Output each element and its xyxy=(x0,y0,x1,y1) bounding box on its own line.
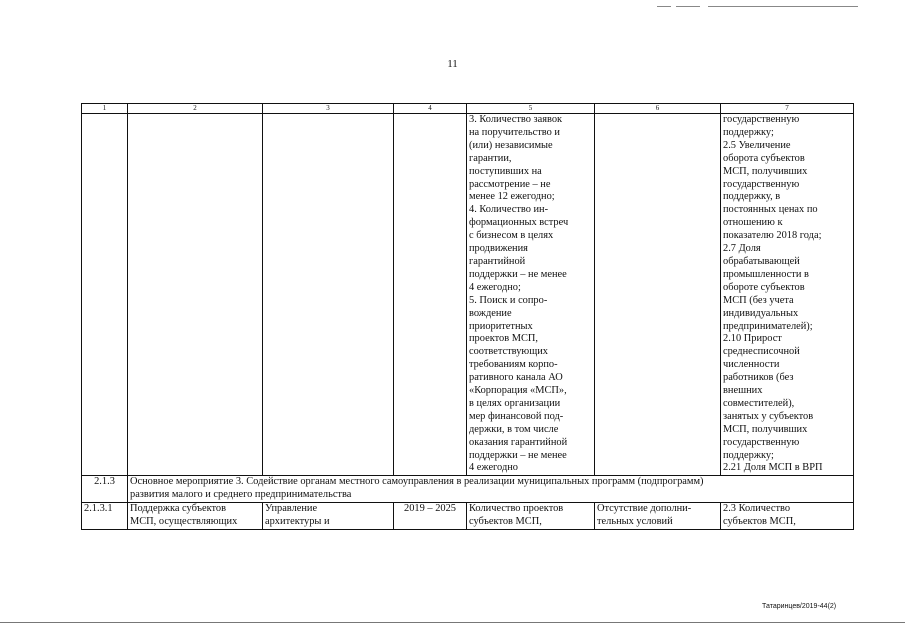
text-line: тельных условий xyxy=(597,516,673,528)
text-line: проектов МСП, xyxy=(469,333,538,345)
scan-top-mark-1 xyxy=(657,6,671,7)
text-line: Управление xyxy=(265,503,318,515)
text-line: держки, в том числе xyxy=(469,423,559,435)
text-line: постоянных ценах по xyxy=(723,204,818,216)
text-line: совместителей), xyxy=(723,397,795,409)
text-line: соответствующих xyxy=(469,346,548,358)
text-line: гарантийной xyxy=(469,255,526,267)
text-line: субъектов МСП, xyxy=(723,516,796,528)
text-line: Поддержка субъектов xyxy=(130,503,227,515)
item-result xyxy=(467,503,595,530)
text-line: 4. Количество ин- xyxy=(469,204,549,216)
text-line: обороте субъектов xyxy=(723,281,805,293)
cell-target-indicators xyxy=(721,114,854,476)
text-line: 4 ежегодно; xyxy=(469,281,521,293)
text-line: показателю 2018 года; xyxy=(723,230,822,242)
text-line: МСП, осуществляющих xyxy=(130,516,238,528)
scan-bottom-line xyxy=(0,622,905,623)
text-line: Количество проектов xyxy=(469,503,564,515)
text-line: 4 ежегодно xyxy=(469,462,518,474)
text-line: численности xyxy=(723,359,780,371)
cell-empty xyxy=(595,114,721,476)
item-conditions xyxy=(595,503,721,530)
document-code: Татаринцев/2019-44(2) xyxy=(762,603,837,610)
text-line: МСП (без учета xyxy=(723,294,794,306)
item-period: 2019 – 2025 xyxy=(394,503,467,530)
item-executor xyxy=(263,503,394,530)
text-line: продвижения xyxy=(469,243,528,255)
text-line: 3. Количество заявок xyxy=(469,114,563,125)
text-line: обрабатывающей xyxy=(723,255,800,267)
text-line: 2.10 Прирост xyxy=(723,333,782,345)
text-line: государственную xyxy=(723,178,800,190)
cell-empty xyxy=(263,114,394,476)
text-line: промышленности в xyxy=(723,268,809,280)
text-line: субъектов МСП, xyxy=(469,516,542,528)
scan-top-mark-2 xyxy=(676,6,700,7)
section-title xyxy=(128,476,854,503)
section-number: 2.1.3 xyxy=(82,476,128,503)
text-line: приоритетных xyxy=(469,320,533,332)
text-line: государственную xyxy=(723,436,800,448)
text-line: ративного канала АО xyxy=(469,372,563,384)
cell-empty xyxy=(82,114,128,476)
text-line: «Корпорация «МСП», xyxy=(469,385,567,397)
cell-empty xyxy=(394,114,467,476)
column-number-row xyxy=(82,104,854,114)
text-line: оказания гарантийной xyxy=(469,436,568,448)
text-line: МСП, получивших xyxy=(723,423,808,435)
text-line: МСП, получивших xyxy=(723,165,808,177)
cell-empty xyxy=(128,114,263,476)
text-line: поступивших на xyxy=(469,165,542,177)
item-measure-name xyxy=(128,503,263,530)
item-number: 2.1.3.1 xyxy=(82,503,128,530)
text-line: работников (без xyxy=(723,372,794,384)
text-line: развития малого и среднего предпринимательства xyxy=(130,489,352,501)
text-line: архитектуры и xyxy=(265,516,330,528)
text-line: Основное мероприятие 3. Содействие органам местного самоуправления в реализации муниципальных программ (подпрограмм) xyxy=(130,476,704,488)
text-line: рассмотрение – не xyxy=(469,178,551,190)
text-line: поддержку; xyxy=(723,126,774,138)
text-line: занятых у субъектов xyxy=(723,410,814,422)
text-line: в целях организации xyxy=(469,397,561,409)
column-number: 6 xyxy=(595,104,721,114)
text-line: отношению к xyxy=(723,217,783,229)
text-line: государственную xyxy=(723,114,800,125)
text-line: 5. Поиск и сопро- xyxy=(469,294,548,306)
text-line: 2.7 Доля xyxy=(723,243,761,255)
item-row xyxy=(82,503,854,530)
column-number: 5 xyxy=(467,104,595,114)
item-target-indicators xyxy=(721,503,854,530)
page-number: 11 xyxy=(447,58,458,70)
text-line: менее 12 ежегодно; xyxy=(469,191,555,203)
text-line: Отсутствие дополни- xyxy=(597,503,692,515)
text-line: внешних xyxy=(723,385,763,397)
scan-top-mark-3 xyxy=(708,6,858,7)
program-measures-table xyxy=(81,103,854,530)
column-number: 1 xyxy=(82,104,128,114)
text-line: на поручительство и xyxy=(469,126,560,138)
cell-indicators xyxy=(467,114,595,476)
text-line: формационных встреч xyxy=(469,217,569,229)
text-line: 2.21 Доля МСП в ВРП xyxy=(723,462,823,474)
section-row xyxy=(82,476,854,503)
text-line: поддержку; xyxy=(723,449,774,461)
text-line: мер финансовой под- xyxy=(469,410,564,422)
continued-row xyxy=(82,114,854,476)
text-line: среднесписочной xyxy=(723,346,800,358)
text-line: поддержки – не менее xyxy=(469,449,567,461)
text-line: с бизнесом в целях xyxy=(469,230,554,242)
text-line: поддержки – не менее xyxy=(469,268,567,280)
column-number: 7 xyxy=(721,104,854,114)
text-line: 2.3 Количество xyxy=(723,503,791,515)
text-line: поддержку, в xyxy=(723,191,781,203)
text-line: индивидуальных xyxy=(723,307,799,319)
text-line: (или) независимые xyxy=(469,139,553,151)
text-line: оборота субъектов xyxy=(723,152,805,164)
text-line: 2.5 Увеличение xyxy=(723,139,791,151)
text-line: требованиям корпо- xyxy=(469,359,558,371)
column-number: 4 xyxy=(394,104,467,114)
column-number: 2 xyxy=(128,104,263,114)
text-line: предпринимателей); xyxy=(723,320,813,332)
text-line: вождение xyxy=(469,307,512,319)
text-line: гарантии, xyxy=(469,152,512,164)
column-number: 3 xyxy=(263,104,394,114)
